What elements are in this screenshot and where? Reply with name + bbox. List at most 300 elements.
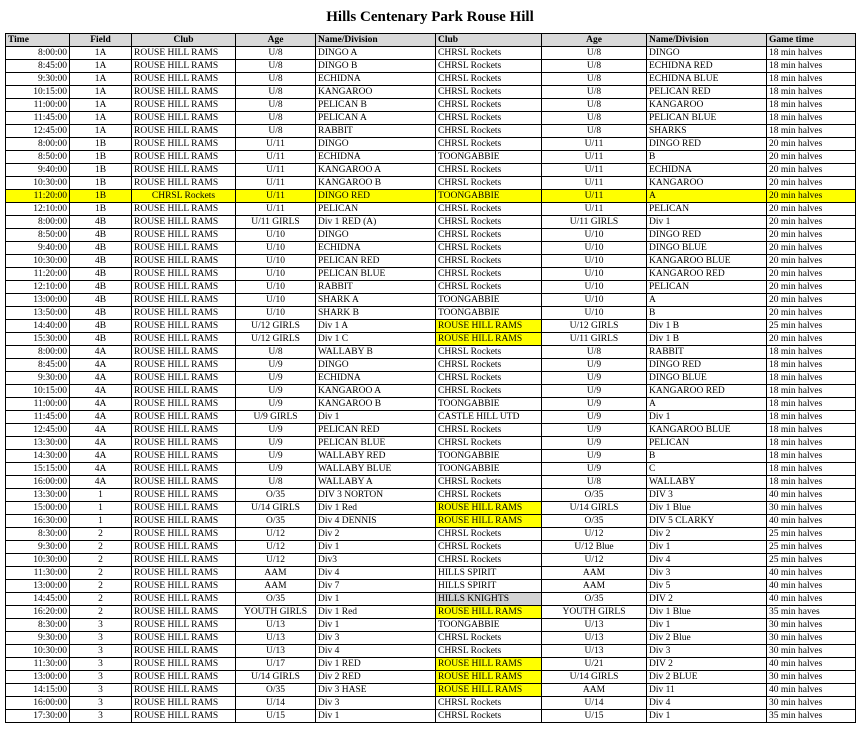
time-cell: 16:30:00 bbox=[6, 515, 70, 528]
time-cell: 13:00:00 bbox=[6, 671, 70, 684]
opponent-name-division-cell: DINGO RED bbox=[647, 359, 767, 372]
field-cell: 3 bbox=[70, 671, 132, 684]
game-time-cell: 30 min halves bbox=[767, 619, 856, 632]
table-row bbox=[6, 151, 856, 164]
field-cell: 4A bbox=[70, 437, 132, 450]
game-time-cell: 35 min haves bbox=[767, 606, 856, 619]
time-cell: 16:00:00 bbox=[6, 476, 70, 489]
opponent-name-division-cell: PELICAN bbox=[647, 281, 767, 294]
name-division-cell: Div 3 bbox=[316, 632, 436, 645]
age-cell: U/11 bbox=[236, 203, 316, 216]
club-cell: ROUSE HILL RAMS bbox=[132, 697, 236, 710]
opponent-name-division-cell: Div 11 bbox=[647, 684, 767, 697]
opponent-club-cell: TOONGABBIE bbox=[436, 151, 542, 164]
field-cell: 1A bbox=[70, 112, 132, 125]
fixture-table bbox=[5, 33, 856, 723]
field-cell: 4A bbox=[70, 476, 132, 489]
club-cell: ROUSE HILL RAMS bbox=[132, 502, 236, 515]
opponent-club-cell: TOONGABBIE bbox=[436, 294, 542, 307]
time-cell: 11:45:00 bbox=[6, 112, 70, 125]
opponent-club-cell: CHRSL Rockets bbox=[436, 203, 542, 216]
name-division-cell: ECHIDNA bbox=[316, 151, 436, 164]
table-row bbox=[6, 255, 856, 268]
club-cell: ROUSE HILL RAMS bbox=[132, 346, 236, 359]
opponent-club-cell: CHRSL Rockets bbox=[436, 86, 542, 99]
opponent-club-cell: ROUSE HILL RAMS bbox=[436, 320, 542, 333]
opponent-club-cell: CASTLE HILL UTD bbox=[436, 411, 542, 424]
field-cell: 1B bbox=[70, 151, 132, 164]
opponent-name-division-cell: Div 1 bbox=[647, 710, 767, 723]
table-row bbox=[6, 385, 856, 398]
field-cell: 2 bbox=[70, 606, 132, 619]
club-cell: ROUSE HILL RAMS bbox=[132, 385, 236, 398]
opponent-club-cell: CHRSL Rockets bbox=[436, 112, 542, 125]
opponent-name-division-cell: KANGAROO bbox=[647, 177, 767, 190]
game-time-cell: 20 min halves bbox=[767, 151, 856, 164]
game-time-cell: 18 min halves bbox=[767, 359, 856, 372]
opponent-club-cell: CHRSL Rockets bbox=[436, 710, 542, 723]
club-cell: ROUSE HILL RAMS bbox=[132, 619, 236, 632]
age-cell: U/12 bbox=[236, 541, 316, 554]
club-cell: ROUSE HILL RAMS bbox=[132, 541, 236, 554]
opponent-name-division-cell: C bbox=[647, 463, 767, 476]
age-cell: U/17 bbox=[236, 658, 316, 671]
game-time-cell: 30 min halves bbox=[767, 632, 856, 645]
name-division-cell: Div 1 A bbox=[316, 320, 436, 333]
table-header-row bbox=[6, 34, 856, 47]
opponent-age-cell: U/13 bbox=[542, 619, 647, 632]
table-row bbox=[6, 372, 856, 385]
opponent-name-division-cell: DIV 2 bbox=[647, 658, 767, 671]
game-time-cell: 18 min halves bbox=[767, 60, 856, 73]
club-cell: ROUSE HILL RAMS bbox=[132, 554, 236, 567]
age-cell: U/8 bbox=[236, 86, 316, 99]
club-cell: ROUSE HILL RAMS bbox=[132, 658, 236, 671]
age-cell: U/12 GIRLS bbox=[236, 333, 316, 346]
field-cell: 1 bbox=[70, 489, 132, 502]
club-cell: ROUSE HILL RAMS bbox=[132, 476, 236, 489]
game-time-cell: 18 min halves bbox=[767, 99, 856, 112]
club-cell: ROUSE HILL RAMS bbox=[132, 242, 236, 255]
opponent-name-division-cell: DINGO bbox=[647, 47, 767, 60]
opponent-club-cell: CHRSL Rockets bbox=[436, 164, 542, 177]
game-time-cell: 20 min halves bbox=[767, 177, 856, 190]
opponent-club-cell: CHRSL Rockets bbox=[436, 385, 542, 398]
opponent-name-division-cell: WALLABY bbox=[647, 476, 767, 489]
game-time-cell: 40 min halves bbox=[767, 567, 856, 580]
time-cell: 17:30:00 bbox=[6, 710, 70, 723]
game-time-cell: 20 min halves bbox=[767, 268, 856, 281]
game-time-cell: 18 min halves bbox=[767, 112, 856, 125]
opponent-age-cell: U/9 bbox=[542, 424, 647, 437]
table-row bbox=[6, 671, 856, 684]
age-cell: U/9 bbox=[236, 385, 316, 398]
opponent-age-cell: U/10 bbox=[542, 255, 647, 268]
age-cell: U/10 bbox=[236, 307, 316, 320]
time-cell: 9:40:00 bbox=[6, 242, 70, 255]
opponent-name-division-cell: Div 3 bbox=[647, 645, 767, 658]
opponent-club-cell: CHRSL Rockets bbox=[436, 242, 542, 255]
opponent-name-division-cell: A bbox=[647, 398, 767, 411]
table-row bbox=[6, 697, 856, 710]
club-cell: ROUSE HILL RAMS bbox=[132, 437, 236, 450]
opponent-name-division-cell: Div 1 bbox=[647, 619, 767, 632]
opponent-age-cell: U/21 bbox=[542, 658, 647, 671]
club-cell: ROUSE HILL RAMS bbox=[132, 463, 236, 476]
time-cell: 8:00:00 bbox=[6, 216, 70, 229]
opponent-name-division-cell: RABBIT bbox=[647, 346, 767, 359]
age-cell: U/14 bbox=[236, 697, 316, 710]
opponent-club-cell: CHRSL Rockets bbox=[436, 359, 542, 372]
field-cell: 1 bbox=[70, 502, 132, 515]
opponent-age-cell: U/9 bbox=[542, 398, 647, 411]
name-division-cell: WALLABY BLUE bbox=[316, 463, 436, 476]
opponent-club-cell: CHRSL Rockets bbox=[436, 138, 542, 151]
age-cell: U/10 bbox=[236, 268, 316, 281]
club-cell: ROUSE HILL RAMS bbox=[132, 710, 236, 723]
club-cell: ROUSE HILL RAMS bbox=[132, 593, 236, 606]
name-division-cell: PELICAN B bbox=[316, 99, 436, 112]
time-cell: 16:20:00 bbox=[6, 606, 70, 619]
opponent-age-cell: AAM bbox=[542, 580, 647, 593]
game-time-cell: 20 min halves bbox=[767, 138, 856, 151]
time-cell: 12:45:00 bbox=[6, 424, 70, 437]
opponent-name-division-cell: KANGAROO BLUE bbox=[647, 255, 767, 268]
opponent-name-division-cell: ECHIDNA BLUE bbox=[647, 73, 767, 86]
opponent-age-cell: U/11 GIRLS bbox=[542, 216, 647, 229]
name-division-cell: Div 7 bbox=[316, 580, 436, 593]
opponent-club-cell: CHRSL Rockets bbox=[436, 177, 542, 190]
club-cell: ROUSE HILL RAMS bbox=[132, 294, 236, 307]
field-cell: 1A bbox=[70, 60, 132, 73]
opponent-club-cell: ROUSE HILL RAMS bbox=[436, 515, 542, 528]
opponent-name-division-cell: Div 1 bbox=[647, 411, 767, 424]
opponent-age-cell: U/8 bbox=[542, 86, 647, 99]
name-division-cell: PELICAN BLUE bbox=[316, 437, 436, 450]
opponent-age-cell: U/9 bbox=[542, 463, 647, 476]
time-cell: 8:00:00 bbox=[6, 346, 70, 359]
game-time-cell: 40 min halves bbox=[767, 489, 856, 502]
table-row bbox=[6, 320, 856, 333]
field-cell: 2 bbox=[70, 593, 132, 606]
table-row bbox=[6, 229, 856, 242]
opponent-age-cell: U/10 bbox=[542, 242, 647, 255]
name-division-cell: Div 1 Red bbox=[316, 502, 436, 515]
opponent-age-cell: U/9 bbox=[542, 359, 647, 372]
name-division-cell: Div 1 bbox=[316, 619, 436, 632]
age-cell: U/10 bbox=[236, 242, 316, 255]
game-time-cell: 25 min halves bbox=[767, 528, 856, 541]
time-cell: 13:30:00 bbox=[6, 489, 70, 502]
opponent-club-cell: CHRSL Rockets bbox=[436, 125, 542, 138]
time-cell: 12:45:00 bbox=[6, 125, 70, 138]
club-cell: ROUSE HILL RAMS bbox=[132, 580, 236, 593]
opponent-name-division-cell: Div 5 bbox=[647, 580, 767, 593]
age-cell: U/8 bbox=[236, 47, 316, 60]
time-cell: 13:50:00 bbox=[6, 307, 70, 320]
club-cell: ROUSE HILL RAMS bbox=[132, 515, 236, 528]
game-time-cell: 40 min halves bbox=[767, 593, 856, 606]
name-division-cell: Div 3 bbox=[316, 697, 436, 710]
opponent-name-division-cell: A bbox=[647, 294, 767, 307]
game-time-cell: 20 min halves bbox=[767, 242, 856, 255]
opponent-age-cell: U/11 GIRLS bbox=[542, 333, 647, 346]
game-time-cell: 20 min halves bbox=[767, 333, 856, 346]
opponent-club-cell: CHRSL Rockets bbox=[436, 346, 542, 359]
opponent-name-division-cell: Div 1 B bbox=[647, 333, 767, 346]
field-cell: 4B bbox=[70, 294, 132, 307]
club-cell: ROUSE HILL RAMS bbox=[132, 671, 236, 684]
opponent-age-cell: U/13 bbox=[542, 645, 647, 658]
game-time-cell: 20 min halves bbox=[767, 216, 856, 229]
game-time-cell: 18 min halves bbox=[767, 125, 856, 138]
game-time-cell: 30 min halves bbox=[767, 697, 856, 710]
field-cell: 2 bbox=[70, 541, 132, 554]
name-division-cell: RABBIT bbox=[316, 125, 436, 138]
opponent-club-cell: CHRSL Rockets bbox=[436, 216, 542, 229]
club-cell: ROUSE HILL RAMS bbox=[132, 86, 236, 99]
opponent-name-division-cell: Div 1 B bbox=[647, 320, 767, 333]
table-row bbox=[6, 593, 856, 606]
time-cell: 8:50:00 bbox=[6, 151, 70, 164]
name-division-cell: RABBIT bbox=[316, 281, 436, 294]
name-division-cell: Div 1 Red bbox=[316, 606, 436, 619]
opponent-age-cell: U/10 bbox=[542, 307, 647, 320]
table-row bbox=[6, 541, 856, 554]
time-cell: 15:30:00 bbox=[6, 333, 70, 346]
time-cell: 8:50:00 bbox=[6, 229, 70, 242]
name-division-cell: PELICAN A bbox=[316, 112, 436, 125]
opponent-club-cell: CHRSL Rockets bbox=[436, 255, 542, 268]
name-division-cell: Div 1 bbox=[316, 541, 436, 554]
age-cell: O/35 bbox=[236, 593, 316, 606]
name-division-cell: DIV 3 NORTON bbox=[316, 489, 436, 502]
field-cell: 3 bbox=[70, 710, 132, 723]
opponent-club-cell: CHRSL Rockets bbox=[436, 554, 542, 567]
age-cell: U/9 GIRLS bbox=[236, 411, 316, 424]
table-row bbox=[6, 450, 856, 463]
page-title: Hills Centenary Park Rouse Hill bbox=[326, 9, 534, 25]
table-row bbox=[6, 567, 856, 580]
game-time-cell: 30 min halves bbox=[767, 645, 856, 658]
game-time-cell: 18 min halves bbox=[767, 86, 856, 99]
opponent-club-cell: TOONGABBIE bbox=[436, 398, 542, 411]
time-cell: 9:30:00 bbox=[6, 372, 70, 385]
table-row bbox=[6, 502, 856, 515]
field-cell: 4B bbox=[70, 320, 132, 333]
age-cell: U/12 bbox=[236, 554, 316, 567]
opponent-club-cell: CHRSL Rockets bbox=[436, 99, 542, 112]
age-cell: U/14 GIRLS bbox=[236, 671, 316, 684]
club-cell: ROUSE HILL RAMS bbox=[132, 229, 236, 242]
opponent-age-cell: O/35 bbox=[542, 515, 647, 528]
opponent-age-cell: U/11 bbox=[542, 151, 647, 164]
club-cell: ROUSE HILL RAMS bbox=[132, 307, 236, 320]
time-cell: 15:15:00 bbox=[6, 463, 70, 476]
age-cell: U/10 bbox=[236, 281, 316, 294]
opponent-age-cell: U/8 bbox=[542, 73, 647, 86]
field-cell: 3 bbox=[70, 632, 132, 645]
game-time-cell: 20 min halves bbox=[767, 294, 856, 307]
age-cell: U/8 bbox=[236, 60, 316, 73]
game-time-cell: 25 min halves bbox=[767, 320, 856, 333]
field-cell: 1 bbox=[70, 515, 132, 528]
club-cell: ROUSE HILL RAMS bbox=[132, 320, 236, 333]
name-division-cell: DINGO RED bbox=[316, 190, 436, 203]
game-time-cell: 18 min halves bbox=[767, 450, 856, 463]
table-row bbox=[6, 411, 856, 424]
field-cell: 1B bbox=[70, 177, 132, 190]
name-division-cell: KANGAROO A bbox=[316, 164, 436, 177]
game-time-cell: 25 min halves bbox=[767, 541, 856, 554]
header-name-division: Name/Division bbox=[316, 34, 436, 47]
opponent-name-division-cell: Div 1 Blue bbox=[647, 502, 767, 515]
game-time-cell: 40 min halves bbox=[767, 580, 856, 593]
name-division-cell: Div 4 bbox=[316, 645, 436, 658]
time-cell: 12:10:00 bbox=[6, 203, 70, 216]
opponent-age-cell: U/10 bbox=[542, 229, 647, 242]
opponent-age-cell: U/13 bbox=[542, 632, 647, 645]
opponent-name-division-cell: PELICAN bbox=[647, 203, 767, 216]
age-cell: U/8 bbox=[236, 99, 316, 112]
time-cell: 9:30:00 bbox=[6, 632, 70, 645]
name-division-cell: Div 4 bbox=[316, 567, 436, 580]
name-division-cell: DINGO B bbox=[316, 60, 436, 73]
name-division-cell: SHARK B bbox=[316, 307, 436, 320]
table-row bbox=[6, 203, 856, 216]
time-cell: 12:10:00 bbox=[6, 281, 70, 294]
name-division-cell: Div 1 bbox=[316, 710, 436, 723]
table-row bbox=[6, 424, 856, 437]
club-cell: ROUSE HILL RAMS bbox=[132, 411, 236, 424]
opponent-name-division-cell: Div 2 BLUE bbox=[647, 671, 767, 684]
time-cell: 11:20:00 bbox=[6, 268, 70, 281]
opponent-age-cell: U/14 bbox=[542, 697, 647, 710]
age-cell: U/11 bbox=[236, 151, 316, 164]
opponent-name-division-cell: DINGO RED bbox=[647, 138, 767, 151]
age-cell: U/9 bbox=[236, 450, 316, 463]
name-division-cell: DINGO bbox=[316, 229, 436, 242]
opponent-club-cell: HILLS SPIRIT bbox=[436, 580, 542, 593]
opponent-age-cell: U/8 bbox=[542, 60, 647, 73]
game-time-cell: 40 min halves bbox=[767, 515, 856, 528]
opponent-name-division-cell: Div 3 bbox=[647, 567, 767, 580]
opponent-name-division-cell: DIV 5 CLARKY bbox=[647, 515, 767, 528]
opponent-club-cell: CHRSL Rockets bbox=[436, 645, 542, 658]
time-cell: 11:30:00 bbox=[6, 658, 70, 671]
game-time-cell: 40 min halves bbox=[767, 658, 856, 671]
age-cell: U/13 bbox=[236, 619, 316, 632]
name-division-cell: WALLABY RED bbox=[316, 450, 436, 463]
time-cell: 11:20:00 bbox=[6, 190, 70, 203]
age-cell: U/10 bbox=[236, 255, 316, 268]
club-cell: ROUSE HILL RAMS bbox=[132, 268, 236, 281]
opponent-age-cell: U/11 bbox=[542, 203, 647, 216]
table-row bbox=[6, 125, 856, 138]
field-cell: 1A bbox=[70, 73, 132, 86]
club-cell: ROUSE HILL RAMS bbox=[132, 177, 236, 190]
table-row bbox=[6, 346, 856, 359]
field-cell: 4B bbox=[70, 307, 132, 320]
game-time-cell: 18 min halves bbox=[767, 411, 856, 424]
club-cell: ROUSE HILL RAMS bbox=[132, 333, 236, 346]
opponent-name-division-cell: B bbox=[647, 307, 767, 320]
opponent-age-cell: U/15 bbox=[542, 710, 647, 723]
opponent-club-cell: CHRSL Rockets bbox=[436, 60, 542, 73]
field-cell: 4A bbox=[70, 450, 132, 463]
field-cell: 4A bbox=[70, 372, 132, 385]
time-cell: 8:30:00 bbox=[6, 528, 70, 541]
table-row bbox=[6, 47, 856, 60]
field-cell: 2 bbox=[70, 567, 132, 580]
age-cell: AAM bbox=[236, 580, 316, 593]
age-cell: U/12 bbox=[236, 528, 316, 541]
age-cell: U/9 bbox=[236, 398, 316, 411]
table-row bbox=[6, 658, 856, 671]
opponent-club-cell: CHRSL Rockets bbox=[436, 489, 542, 502]
age-cell: U/9 bbox=[236, 437, 316, 450]
name-division-cell: Div 2 bbox=[316, 528, 436, 541]
opponent-club-cell: CHRSL Rockets bbox=[436, 73, 542, 86]
opponent-age-cell: U/10 bbox=[542, 268, 647, 281]
time-cell: 10:30:00 bbox=[6, 177, 70, 190]
age-cell: U/14 GIRLS bbox=[236, 502, 316, 515]
club-cell: ROUSE HILL RAMS bbox=[132, 138, 236, 151]
table-row bbox=[6, 190, 856, 203]
opponent-name-division-cell: Div 2 Blue bbox=[647, 632, 767, 645]
header-opponent-club: Club bbox=[436, 34, 542, 47]
field-cell: 1B bbox=[70, 190, 132, 203]
opponent-club-cell: CHRSL Rockets bbox=[436, 476, 542, 489]
club-cell: ROUSE HILL RAMS bbox=[132, 528, 236, 541]
club-cell: ROUSE HILL RAMS bbox=[132, 632, 236, 645]
name-division-cell: PELICAN RED bbox=[316, 255, 436, 268]
game-time-cell: 18 min halves bbox=[767, 437, 856, 450]
time-cell: 8:00:00 bbox=[6, 47, 70, 60]
field-cell: 1A bbox=[70, 125, 132, 138]
name-division-cell: ECHIDNA bbox=[316, 372, 436, 385]
table-row bbox=[6, 398, 856, 411]
name-division-cell: DINGO bbox=[316, 138, 436, 151]
opponent-name-division-cell: A bbox=[647, 190, 767, 203]
opponent-age-cell: U/11 bbox=[542, 190, 647, 203]
name-division-cell: DINGO A bbox=[316, 47, 436, 60]
opponent-age-cell: U/9 bbox=[542, 385, 647, 398]
opponent-club-cell: TOONGABBIE bbox=[436, 307, 542, 320]
time-cell: 10:30:00 bbox=[6, 554, 70, 567]
name-division-cell: Div 1 C bbox=[316, 333, 436, 346]
age-cell: U/8 bbox=[236, 125, 316, 138]
age-cell: U/10 bbox=[236, 229, 316, 242]
field-cell: 3 bbox=[70, 697, 132, 710]
field-cell: 1B bbox=[70, 164, 132, 177]
opponent-club-cell: CHRSL Rockets bbox=[436, 541, 542, 554]
field-cell: 4B bbox=[70, 229, 132, 242]
time-cell: 8:30:00 bbox=[6, 619, 70, 632]
time-cell: 14:15:00 bbox=[6, 684, 70, 697]
name-division-cell: Div 1 bbox=[316, 411, 436, 424]
time-cell: 11:30:00 bbox=[6, 567, 70, 580]
field-cell: 4A bbox=[70, 359, 132, 372]
age-cell: O/35 bbox=[236, 515, 316, 528]
time-cell: 10:30:00 bbox=[6, 645, 70, 658]
club-cell: ROUSE HILL RAMS bbox=[132, 398, 236, 411]
opponent-age-cell: U/9 bbox=[542, 372, 647, 385]
age-cell: U/11 GIRLS bbox=[236, 216, 316, 229]
table-row bbox=[6, 489, 856, 502]
time-cell: 13:30:00 bbox=[6, 437, 70, 450]
game-time-cell: 18 min halves bbox=[767, 463, 856, 476]
